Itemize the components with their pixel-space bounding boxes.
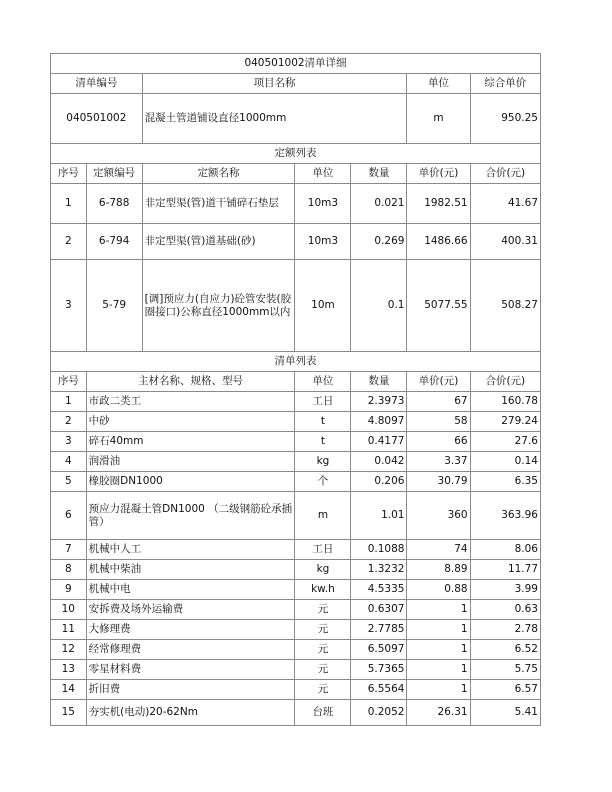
material-row <box>51 452 541 472</box>
material-row <box>51 700 541 726</box>
material-unit: 元 <box>295 600 351 620</box>
quota-quantity: 0.269 <box>351 224 407 260</box>
material-name: 橡胶圈DN1000 <box>86 472 295 492</box>
material-header-cell: 单位 <box>295 372 351 392</box>
quota-index: 1 <box>51 184 87 224</box>
material-index: 15 <box>51 700 87 726</box>
material-name: 机械中柴油 <box>86 560 295 580</box>
material-row <box>51 680 541 700</box>
sheet-title: 040501002清单详细 <box>51 54 541 74</box>
material-name: 夯实机(电动)20-62Nm <box>86 700 295 726</box>
material-unit-price: 58 <box>407 412 470 432</box>
material-row <box>51 412 541 432</box>
quota-code: 6-794 <box>86 224 142 260</box>
material-total-price: 6.52 <box>470 640 540 660</box>
material-unit-price: 26.31 <box>407 700 470 726</box>
material-header-cell: 主材名称、规格、型号 <box>86 372 295 392</box>
material-row <box>51 660 541 680</box>
material-unit-price: 67 <box>407 392 470 412</box>
quota-unit: 10m <box>295 260 351 352</box>
material-quantity: 0.1088 <box>351 540 407 560</box>
material-row <box>51 600 541 620</box>
material-unit: 台班 <box>295 700 351 726</box>
bill-name: 混凝土管道铺设直径1000mm <box>142 94 407 144</box>
material-index: 3 <box>51 432 87 452</box>
quota-name: 非定型渠(管)道基础(砂) <box>142 224 295 260</box>
material-quantity: 0.6307 <box>351 600 407 620</box>
material-row <box>51 640 541 660</box>
material-quantity: 0.4177 <box>351 432 407 452</box>
material-total-price: 0.14 <box>470 452 540 472</box>
material-index: 10 <box>51 600 87 620</box>
material-unit: 个 <box>295 472 351 492</box>
quota-header-cell: 合价(元) <box>470 164 540 184</box>
material-name: 零星材料费 <box>86 660 295 680</box>
material-section-title-row <box>51 352 541 372</box>
material-total-price: 160.78 <box>470 392 540 412</box>
quota-total-price: 508.27 <box>470 260 540 352</box>
material-unit: m <box>295 492 351 540</box>
material-unit: 元 <box>295 660 351 680</box>
material-row <box>51 540 541 560</box>
quota-header-cell: 单价(元) <box>407 164 470 184</box>
material-quantity: 4.8097 <box>351 412 407 432</box>
material-name: 中砂 <box>86 412 295 432</box>
material-index: 7 <box>51 540 87 560</box>
material-row <box>51 472 541 492</box>
material-unit: 元 <box>295 620 351 640</box>
material-unit-price: 66 <box>407 432 470 452</box>
material-unit-price: 0.88 <box>407 580 470 600</box>
material-unit-price: 1 <box>407 640 470 660</box>
material-index: 1 <box>51 392 87 412</box>
quota-unit: 10m3 <box>295 224 351 260</box>
material-name: 折旧费 <box>86 680 295 700</box>
quota-header-cell: 定额名称 <box>142 164 295 184</box>
material-header-row <box>51 372 541 392</box>
material-row <box>51 560 541 580</box>
material-unit: t <box>295 412 351 432</box>
material-index: 4 <box>51 452 87 472</box>
material-name: 市政二类工 <box>86 392 295 412</box>
material-index: 2 <box>51 412 87 432</box>
material-unit-price: 74 <box>407 540 470 560</box>
quota-total-price: 41.67 <box>470 184 540 224</box>
material-quantity: 1.01 <box>351 492 407 540</box>
material-unit-price: 1 <box>407 620 470 640</box>
material-total-price: 3.99 <box>470 580 540 600</box>
bill-header-row <box>51 74 541 94</box>
material-total-price: 0.63 <box>470 600 540 620</box>
material-index: 11 <box>51 620 87 640</box>
material-section-title: 清单列表 <box>51 352 541 372</box>
material-total-price: 6.57 <box>470 680 540 700</box>
material-name: 机械中电 <box>86 580 295 600</box>
material-quantity: 6.5097 <box>351 640 407 660</box>
quota-quantity: 0.1 <box>351 260 407 352</box>
material-name: 碎石40mm <box>86 432 295 452</box>
material-quantity: 0.2052 <box>351 700 407 726</box>
material-unit-price: 30.79 <box>407 472 470 492</box>
material-total-price: 5.41 <box>470 700 540 726</box>
material-unit: kg <box>295 560 351 580</box>
quota-row <box>51 260 541 352</box>
material-unit: t <box>295 432 351 452</box>
material-row <box>51 392 541 412</box>
material-quantity: 0.042 <box>351 452 407 472</box>
bill-price-header: 综合单价 <box>470 74 540 94</box>
quota-total-price: 400.31 <box>470 224 540 260</box>
material-unit-price: 3.37 <box>407 452 470 472</box>
material-quantity: 0.206 <box>351 472 407 492</box>
material-total-price: 5.75 <box>470 660 540 680</box>
material-index: 9 <box>51 580 87 600</box>
material-quantity: 4.5335 <box>351 580 407 600</box>
quota-unit-price: 5077.55 <box>407 260 470 352</box>
quota-header-row <box>51 164 541 184</box>
quota-row <box>51 184 541 224</box>
quota-unit: 10m3 <box>295 184 351 224</box>
material-header-cell: 单价(元) <box>407 372 470 392</box>
quota-code: 5-79 <box>86 260 142 352</box>
material-row <box>51 580 541 600</box>
material-total-price: 279.24 <box>470 412 540 432</box>
material-unit: kw.h <box>295 580 351 600</box>
material-row <box>51 620 541 640</box>
material-header-cell: 序号 <box>51 372 87 392</box>
quota-section-title-row <box>51 144 541 164</box>
material-unit-price: 8.89 <box>407 560 470 580</box>
quota-index: 2 <box>51 224 87 260</box>
material-index: 5 <box>51 472 87 492</box>
material-total-price: 2.78 <box>470 620 540 640</box>
material-name: 大修理费 <box>86 620 295 640</box>
material-row <box>51 492 541 540</box>
material-unit-price: 1 <box>407 600 470 620</box>
quota-name: [调]预应力(自应力)砼管安装(胶圈接口)公称直径1000mm以内 <box>142 260 295 352</box>
bill-unit: m <box>407 94 470 144</box>
quota-header-cell: 定额编号 <box>86 164 142 184</box>
material-quantity: 1.3232 <box>351 560 407 580</box>
bill-price: 950.25 <box>470 94 540 144</box>
material-index: 12 <box>51 640 87 660</box>
quota-code: 6-788 <box>86 184 142 224</box>
material-total-price: 8.06 <box>470 540 540 560</box>
material-name: 预应力混凝土管DN1000 （二级钢筋砼承插管） <box>86 492 295 540</box>
material-index: 6 <box>51 492 87 540</box>
title-row <box>51 54 541 74</box>
material-total-price: 27.6 <box>470 432 540 452</box>
material-unit: 工日 <box>295 392 351 412</box>
material-header-cell: 合价(元) <box>470 372 540 392</box>
quota-row <box>51 224 541 260</box>
material-total-price: 363.96 <box>470 492 540 540</box>
quota-index: 3 <box>51 260 87 352</box>
material-unit-price: 1 <box>407 680 470 700</box>
material-name: 机械中人工 <box>86 540 295 560</box>
material-unit-price: 1 <box>407 660 470 680</box>
material-name: 安拆费及场外运输费 <box>86 600 295 620</box>
material-index: 8 <box>51 560 87 580</box>
material-row <box>51 432 541 452</box>
quota-header-cell: 序号 <box>51 164 87 184</box>
material-quantity: 5.7365 <box>351 660 407 680</box>
material-name: 经常修理费 <box>86 640 295 660</box>
bill-name-header: 项目名称 <box>142 74 407 94</box>
material-total-price: 11.77 <box>470 560 540 580</box>
bill-code: 040501002 <box>51 94 143 144</box>
material-total-price: 6.35 <box>470 472 540 492</box>
material-unit: 工日 <box>295 540 351 560</box>
material-unit: 元 <box>295 680 351 700</box>
quota-name: 非定型渠(管)道干铺碎石垫层 <box>142 184 295 224</box>
material-quantity: 6.5564 <box>351 680 407 700</box>
material-quantity: 2.3973 <box>351 392 407 412</box>
material-index: 14 <box>51 680 87 700</box>
quota-section-title: 定额列表 <box>51 144 541 164</box>
quota-header-cell: 单位 <box>295 164 351 184</box>
bill-code-header: 清单编号 <box>51 74 143 94</box>
material-index: 13 <box>51 660 87 680</box>
material-unit-price: 360 <box>407 492 470 540</box>
material-name: 润滑油 <box>86 452 295 472</box>
quota-unit-price: 1486.66 <box>407 224 470 260</box>
quota-quantity: 0.021 <box>351 184 407 224</box>
bill-row <box>51 94 541 144</box>
material-header-cell: 数量 <box>351 372 407 392</box>
material-unit: 元 <box>295 640 351 660</box>
quota-unit-price: 1982.51 <box>407 184 470 224</box>
quota-header-cell: 数量 <box>351 164 407 184</box>
bill-unit-header: 单位 <box>407 74 470 94</box>
material-unit: kg <box>295 452 351 472</box>
material-quantity: 2.7785 <box>351 620 407 640</box>
bill-detail-table <box>50 53 541 726</box>
